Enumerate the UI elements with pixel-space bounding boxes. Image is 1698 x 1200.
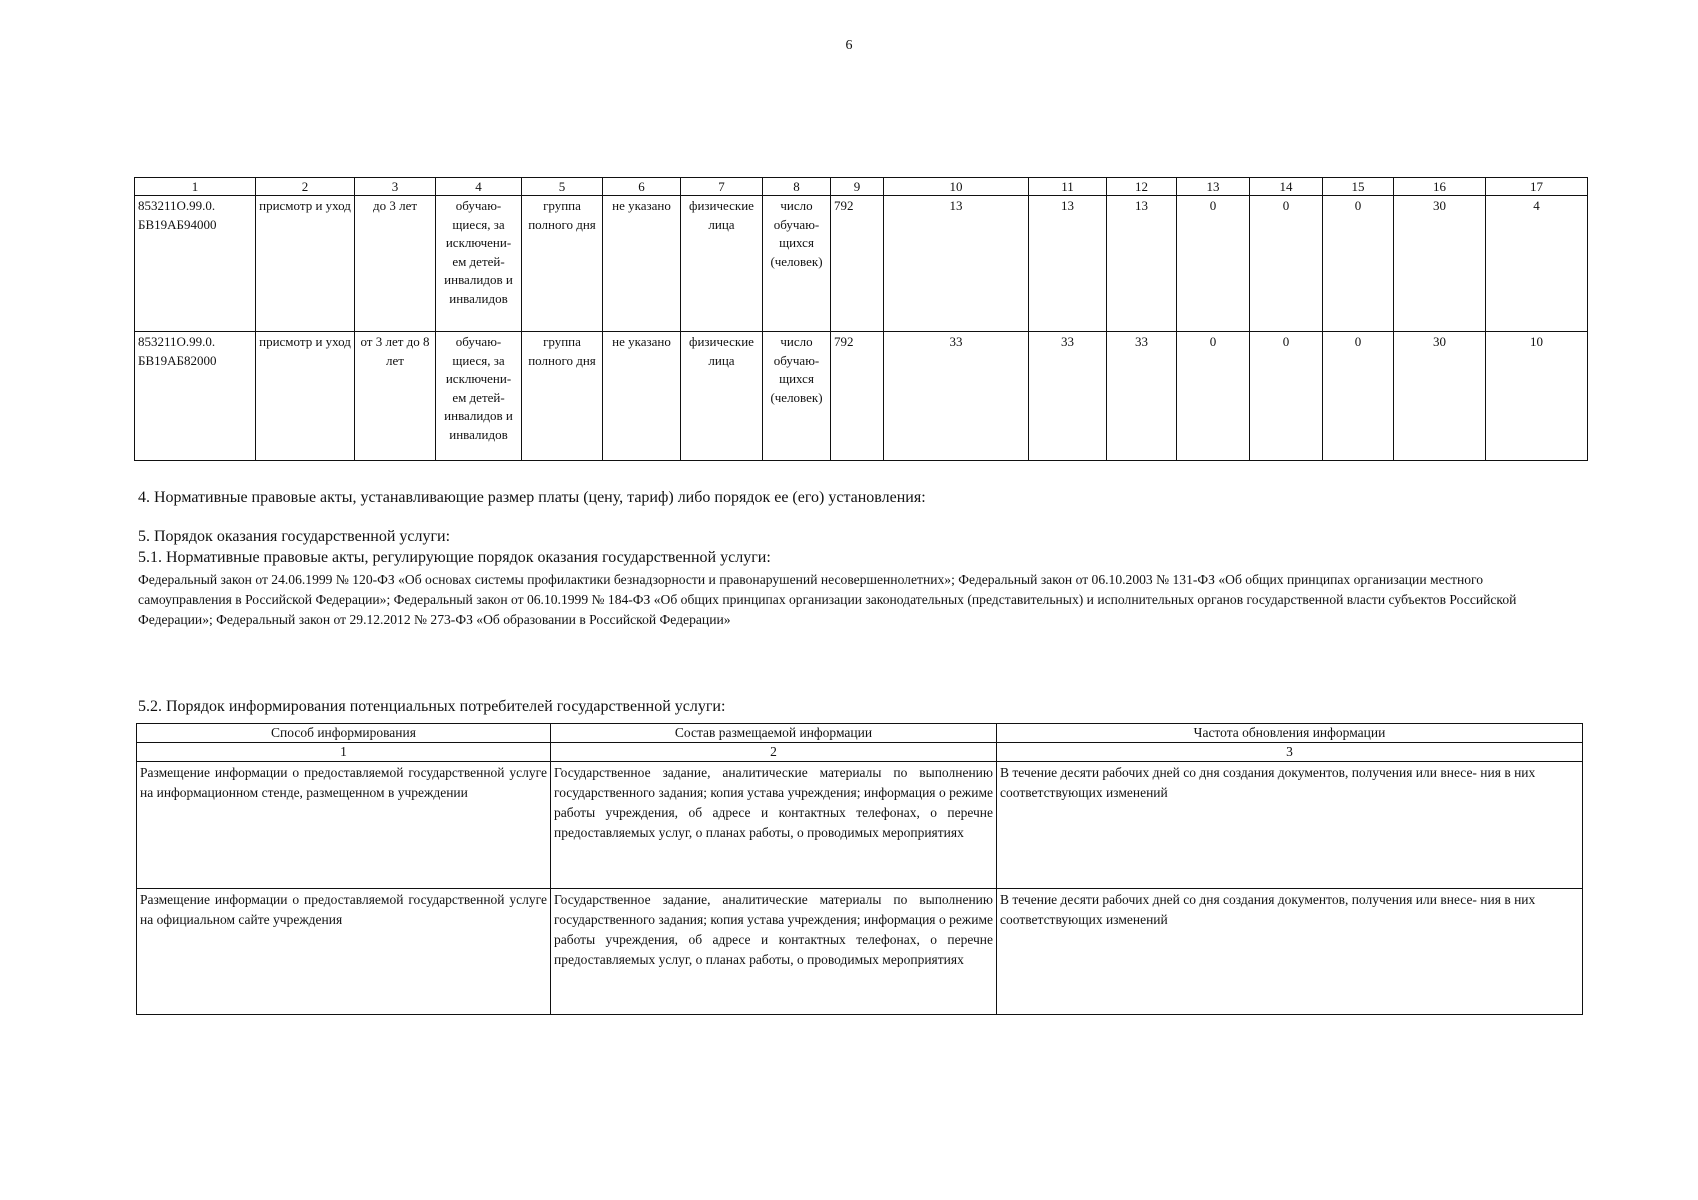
legal-acts-text: Федеральный закон от 24.06.1999 № 120-ФЗ «Об основах системы профилактики безнадзорности и правонарушений несовершеннолетних»; Федеральный закон от 06.10.2003 № 131-ФЗ «Об общих принципах организации местного самоуправления в Российской Федерации»; Федеральный закон от 06.10.1999 № 184-ФЗ «Об общих принципах организации законодательных (представительных) и исполнительных органов государственной власти субъектов Российской Федерации»; Федеральный закон от 29.12.2012 № 273-ФЗ «Об образовании в Российской Федерации» [138, 572, 1517, 627]
column-number: 13 [1177, 178, 1250, 196]
registry-code-cell: 853211О.99.0. БВ19АБ82000 [135, 332, 256, 461]
table-cell: 13 [1029, 196, 1107, 332]
indicator-table [134, 177, 1588, 461]
table-cell: группа полного дня [522, 332, 603, 461]
table-cell: 33 [1029, 332, 1107, 461]
page-number: 6 [845, 38, 853, 53]
table-cell: 0 [1323, 332, 1394, 461]
section-5-2-heading: 5.2. Порядок информирования потенциальных потребителей государственной услуги: [138, 698, 726, 715]
table-cell: 0 [1323, 196, 1394, 332]
table-cell: 13 [1107, 196, 1177, 332]
column-header: Состав размещаемой информации [551, 724, 997, 743]
column-number: 12 [1107, 178, 1177, 196]
table-cell: 10 [1486, 332, 1588, 461]
table-cell: 4 [1486, 196, 1588, 332]
column-header: Способ информирования [137, 724, 551, 743]
section-5-heading: 5. Порядок оказания государственной услуги: [138, 528, 451, 545]
table-cell: присмотр и уход [256, 196, 355, 332]
table-cell: 792 [831, 332, 884, 461]
table-cell: 0 [1177, 332, 1250, 461]
table-cell: Размещение информации о предоставляемой государственной услуге на информационном стенде, размещенном в учреждении [137, 762, 551, 889]
table-row [137, 889, 1583, 1015]
column-number: 7 [681, 178, 763, 196]
column-number: 17 [1486, 178, 1588, 196]
table-cell: Государственное задание, аналитические материалы по выполнению государственного задания; копия устава учреждения; информация о режиме работы учреждения, об адресе и контактных телефонах, о перечне предоставляемых услуг, о планах работы, о проводимых мероприятиях [551, 889, 997, 1015]
table-cell: от 3 лет до 8 лет [355, 332, 436, 461]
info-number-row [137, 743, 1583, 762]
column-number: 8 [763, 178, 831, 196]
column-number: 2 [551, 743, 997, 762]
table-row [137, 762, 1583, 889]
column-number: 10 [884, 178, 1029, 196]
table-cell: 0 [1250, 196, 1323, 332]
column-number: 16 [1394, 178, 1486, 196]
table-cell: присмотр и уход [256, 332, 355, 461]
column-number: 4 [436, 178, 522, 196]
column-number: 9 [831, 178, 884, 196]
table-cell: до 3 лет [355, 196, 436, 332]
registry-code-cell: 853211О.99.0. БВ19АБ94000 [135, 196, 256, 332]
table-cell: число обучаю- щихся (человек) [763, 196, 831, 332]
information-table [136, 723, 1583, 1015]
table-cell: физические лица [681, 196, 763, 332]
section-4-heading: 4. Нормативные правовые акты, устанавливающие размер платы (цену, тариф) либо порядок ее (его) установления: [138, 489, 926, 506]
column-number: 1 [137, 743, 551, 762]
column-number: 1 [135, 178, 256, 196]
column-number: 3 [355, 178, 436, 196]
column-number: 15 [1323, 178, 1394, 196]
table-cell: 13 [884, 196, 1029, 332]
column-number: 3 [997, 743, 1583, 762]
table-cell: обучаю- щиеся, за исключени- ем детей- инвалидов и инвалидов [436, 196, 522, 332]
column-header: Частота обновления информации [997, 724, 1583, 743]
info-header-row [137, 724, 1583, 743]
table-cell: 0 [1177, 196, 1250, 332]
section-5-1-heading: 5.1. Нормативные правовые акты, регулирующие порядок оказания государственной услуги: [138, 549, 771, 566]
table-cell: 792 [831, 196, 884, 332]
table-cell: 0 [1250, 332, 1323, 461]
indicator-header-row [135, 178, 1588, 196]
column-number: 6 [603, 178, 681, 196]
table-cell: 33 [1107, 332, 1177, 461]
table-cell: В течение десяти рабочих дней со дня создания документов, получения или внесе- ния в них соответствующих изменений [997, 889, 1583, 1015]
table-cell: не указано [603, 332, 681, 461]
table-cell: 33 [884, 332, 1029, 461]
table-cell: обучаю- щиеся, за исключени- ем детей- инвалидов и инвалидов [436, 332, 522, 461]
table-cell: Размещение информации о предоставляемой государственной услуге на официальном сайте учреждения [137, 889, 551, 1015]
table-cell: В течение десяти рабочих дней со дня создания документов, получения или внесе- ния в них соответствующих изменений [997, 762, 1583, 889]
table-cell: 30 [1394, 332, 1486, 461]
column-number: 14 [1250, 178, 1323, 196]
table-cell: не указано [603, 196, 681, 332]
table-row [135, 332, 1588, 461]
table-cell: группа полного дня [522, 196, 603, 332]
table-cell: физические лица [681, 332, 763, 461]
table-row [135, 196, 1588, 332]
column-number: 11 [1029, 178, 1107, 196]
column-number: 2 [256, 178, 355, 196]
table-cell: Государственное задание, аналитические материалы по выполнению государственного задания; копия устава учреждения; информация о режиме работы учреждения, об адресе и контактных телефонах, о перечне предоставляемых услуг, о планах работы, о проводимых мероприятиях [551, 762, 997, 889]
table-cell: 30 [1394, 196, 1486, 332]
table-cell: число обучаю- щихся (человек) [763, 332, 831, 461]
column-number: 5 [522, 178, 603, 196]
